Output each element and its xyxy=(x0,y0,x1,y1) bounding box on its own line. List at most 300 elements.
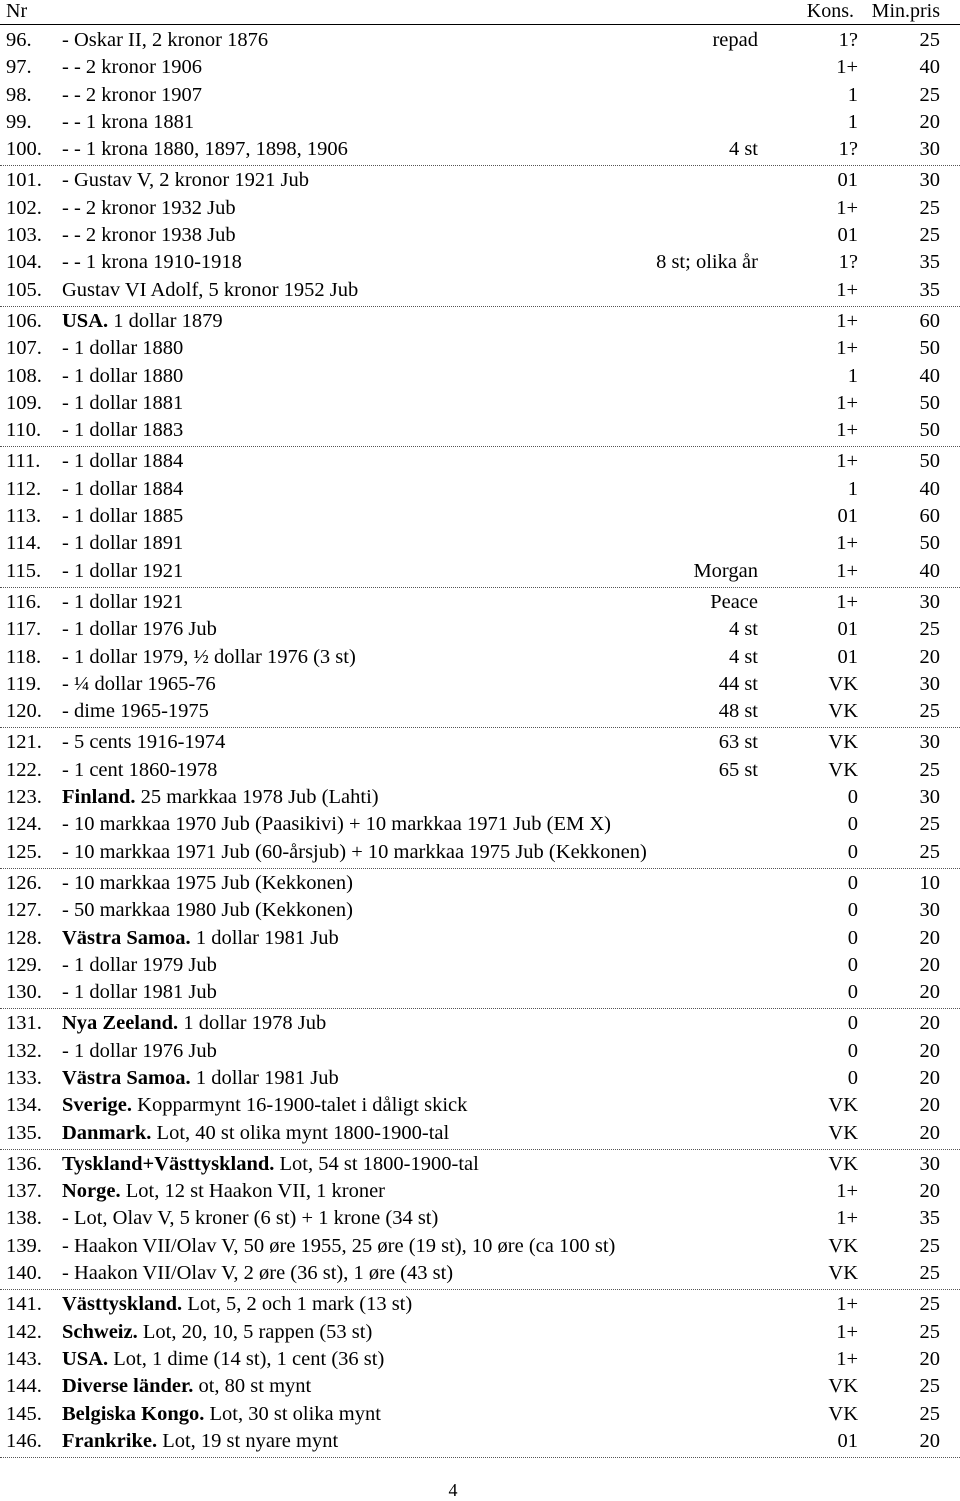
table-row xyxy=(0,784,960,811)
lot-group xyxy=(0,869,960,1009)
lot-description xyxy=(62,476,183,503)
lot-min-price: 30 xyxy=(919,590,940,613)
lot-min-price: 25 xyxy=(919,29,940,51)
lot-text: - 1 dollar 1979, ½ dollar 1976 (3 st) xyxy=(62,645,356,668)
lot-number: 100. xyxy=(6,138,42,161)
header-minpris: Min.pris xyxy=(871,0,940,22)
lot-min-price: 30 xyxy=(919,731,940,754)
table-row xyxy=(0,558,960,585)
lot-description xyxy=(62,27,268,54)
country-name: Norge. xyxy=(62,1180,121,1203)
lot-group xyxy=(0,1150,960,1290)
lot-description xyxy=(62,1038,217,1065)
lot-condition: VK xyxy=(828,1234,858,1257)
lot-description xyxy=(62,1178,385,1205)
lot-text: - 1 dollar 1891 xyxy=(62,532,184,555)
lot-condition: 1+ xyxy=(836,532,858,555)
country-name: USA. xyxy=(62,309,109,332)
table-row xyxy=(0,277,960,304)
lot-condition: VK xyxy=(828,758,858,781)
table-row xyxy=(0,1319,960,1346)
lot-condition: VK xyxy=(828,700,858,723)
lot-number: 108. xyxy=(6,364,42,387)
lot-text: - Gustav V, 2 kronor 1921 Jub xyxy=(62,169,309,192)
lot-condition: 0 xyxy=(847,1066,858,1089)
lot-min-price: 20 xyxy=(919,981,940,1004)
lot-condition: 0 xyxy=(847,981,858,1004)
table-row xyxy=(0,222,960,249)
lot-text: - - 1 krona 1910-1918 xyxy=(62,251,242,274)
lot-number: 116. xyxy=(6,590,42,613)
lot-min-price: 25 xyxy=(919,840,940,863)
lot-condition: 1+ xyxy=(836,419,858,442)
lot-text: Lot, 5, 2 och 1 mark (13 st) xyxy=(187,1293,413,1316)
lot-text: - 5 cents 1916-1974 xyxy=(62,731,226,754)
lot-condition: 0 xyxy=(847,871,858,894)
lot-description xyxy=(62,195,236,222)
lot-min-price: 20 xyxy=(919,1012,940,1035)
table-row xyxy=(0,616,960,643)
lot-text: - 1 dollar 1981 Jub xyxy=(62,981,217,1004)
lot-number: 112. xyxy=(6,477,42,500)
lot-min-price: 20 xyxy=(919,1180,940,1203)
lot-number: 144. xyxy=(6,1375,42,1398)
country-name: Västra Samoa. xyxy=(62,1066,191,1089)
lot-description xyxy=(62,277,358,304)
lot-text: ot, 80 st mynt xyxy=(198,1375,312,1398)
lot-description xyxy=(62,1233,615,1260)
table-row xyxy=(0,897,960,924)
lot-description xyxy=(62,698,209,725)
lot-condition: 0 xyxy=(847,840,858,863)
table-row xyxy=(0,698,960,725)
lot-text: Lot, 19 st nyare mynt xyxy=(162,1429,339,1452)
lot-text: - 1 dollar 1884 xyxy=(62,477,184,500)
lot-description xyxy=(62,1260,453,1287)
lot-description xyxy=(62,249,242,276)
lot-description xyxy=(62,448,183,475)
header-kons: Kons. xyxy=(806,0,854,22)
lot-text: - 1 cent 1860-1978 xyxy=(62,758,218,781)
lot-condition: VK xyxy=(828,1402,858,1425)
lot-description xyxy=(62,363,183,390)
lot-text: 1 dollar 1981 Jub xyxy=(195,1066,339,1089)
lot-condition: 01 xyxy=(837,1429,858,1452)
lot-number: 136. xyxy=(6,1152,42,1175)
lot-min-price: 20 xyxy=(919,645,940,668)
lot-condition: 01 xyxy=(837,645,858,668)
lot-number: 129. xyxy=(6,953,42,976)
country-name: Finland. xyxy=(62,786,136,809)
lot-number: 123. xyxy=(6,786,42,809)
lot-condition: 1+ xyxy=(836,559,858,582)
lot-description xyxy=(62,784,379,811)
lot-condition: 1? xyxy=(838,29,858,51)
lot-condition: 1? xyxy=(838,251,858,274)
lot-text: - Lot, Olav V, 5 kroner (6 st) + 1 krone (34 st) xyxy=(62,1207,439,1230)
lot-condition: 0 xyxy=(847,813,858,836)
lot-note: 44 st xyxy=(718,672,758,695)
lot-min-price: 20 xyxy=(919,1121,940,1144)
lot-min-price: 35 xyxy=(919,278,940,301)
lot-description xyxy=(62,870,353,897)
table-row xyxy=(0,811,960,838)
lot-min-price: 60 xyxy=(919,309,940,332)
lot-text: Lot, 1 dime (14 st), 1 cent (36 st) xyxy=(113,1347,385,1370)
lot-min-price: 25 xyxy=(919,83,940,106)
lot-note: 65 st xyxy=(718,758,758,781)
lot-condition: VK xyxy=(828,1121,858,1144)
lot-min-price: 25 xyxy=(919,1375,940,1398)
table-row xyxy=(0,979,960,1006)
lot-number: 132. xyxy=(6,1039,42,1062)
lot-min-price: 40 xyxy=(919,559,940,582)
table-row xyxy=(0,417,960,444)
lot-condition: 1+ xyxy=(836,1180,858,1203)
lot-number: 114. xyxy=(6,532,42,555)
lot-description xyxy=(62,811,611,838)
lot-text: - Haakon VII/Olav V, 2 øre (36 st), 1 øre (43 st) xyxy=(62,1262,454,1285)
lot-text: - 1 dollar 1883 xyxy=(62,419,184,442)
lot-min-price: 30 xyxy=(919,169,940,192)
lot-number: 131. xyxy=(6,1012,42,1035)
lot-description xyxy=(62,757,217,784)
lot-text: - 1 dollar 1976 Jub xyxy=(62,618,217,641)
lot-number: 137. xyxy=(6,1180,42,1203)
lot-group xyxy=(0,1290,960,1458)
lot-min-price: 25 xyxy=(919,813,940,836)
page-number: 4 xyxy=(448,1480,458,1500)
lot-description xyxy=(62,136,348,163)
table-row xyxy=(0,1373,960,1400)
lot-min-price: 25 xyxy=(919,700,940,723)
table-row xyxy=(0,1291,960,1318)
lot-number: 111. xyxy=(6,450,41,473)
lot-min-price: 10 xyxy=(919,871,940,894)
lot-condition: 1+ xyxy=(836,1320,858,1343)
lot-number: 110. xyxy=(6,419,42,442)
country-name: Västra Samoa. xyxy=(62,926,191,949)
lot-number: 107. xyxy=(6,337,42,360)
lot-condition: 1+ xyxy=(836,56,858,79)
lot-description xyxy=(62,671,216,698)
table-row xyxy=(0,1178,960,1205)
lot-condition: VK xyxy=(828,1262,858,1285)
lot-description xyxy=(62,335,183,362)
lot-condition: 0 xyxy=(847,899,858,922)
lot-description xyxy=(62,82,202,109)
lot-number: 130. xyxy=(6,981,42,1004)
table-row xyxy=(0,27,960,54)
lot-number: 98. xyxy=(6,83,32,106)
table-row xyxy=(0,870,960,897)
lot-condition: 0 xyxy=(847,1012,858,1035)
lot-description xyxy=(62,1346,384,1373)
lot-number: 119. xyxy=(6,672,42,695)
lot-min-price: 20 xyxy=(919,1094,940,1117)
lot-description xyxy=(62,1205,438,1232)
lot-min-price: 25 xyxy=(919,1234,940,1257)
lot-description xyxy=(62,54,202,81)
lot-text: - 1 dollar 1884 xyxy=(62,450,184,473)
lot-description xyxy=(62,1151,479,1178)
lot-number: 133. xyxy=(6,1066,42,1089)
lot-number: 140. xyxy=(6,1262,42,1285)
lot-number: 145. xyxy=(6,1402,42,1425)
table-row xyxy=(0,249,960,276)
table-row xyxy=(0,952,960,979)
table-row xyxy=(0,54,960,81)
lot-number: 142. xyxy=(6,1320,42,1343)
lot-description xyxy=(62,1401,381,1428)
lot-number: 109. xyxy=(6,391,42,414)
table-row xyxy=(0,644,960,671)
lot-group xyxy=(0,26,960,166)
table-row xyxy=(0,1065,960,1092)
table-row xyxy=(0,476,960,503)
country-name: Sverige. xyxy=(62,1094,133,1117)
lot-description xyxy=(62,729,225,756)
lot-text: Lot, 40 st olika mynt 1800-1900-tal xyxy=(156,1121,450,1144)
lot-min-price: 20 xyxy=(919,926,940,949)
lot-min-price: 50 xyxy=(919,391,940,414)
lot-text: Lot, 20, 10, 5 rappen (53 st) xyxy=(142,1320,373,1343)
lot-number: 121. xyxy=(6,731,42,754)
lot-text: - - 2 kronor 1906 xyxy=(62,56,203,79)
lot-text: - - 1 krona 1881 xyxy=(62,110,195,133)
lot-condition: 1+ xyxy=(836,1293,858,1316)
lot-condition: 1 xyxy=(847,477,858,500)
country-name: Frankrike. xyxy=(62,1429,158,1452)
lot-group xyxy=(0,728,960,868)
lot-text: 25 markkaa 1978 Jub (Lahti) xyxy=(140,786,379,809)
lot-description xyxy=(62,979,217,1006)
lot-number: 104. xyxy=(6,251,42,274)
lot-min-price: 30 xyxy=(919,138,940,161)
lot-min-price: 20 xyxy=(919,110,940,133)
table-row xyxy=(0,335,960,362)
lot-text: - 1 dollar 1880 xyxy=(62,364,184,387)
table-row xyxy=(0,1120,960,1147)
table-row xyxy=(0,1260,960,1287)
table-row xyxy=(0,671,960,698)
lot-number: 113. xyxy=(6,505,42,528)
lot-min-price: 30 xyxy=(919,1152,940,1175)
lot-condition: 0 xyxy=(847,786,858,809)
lot-description xyxy=(62,839,647,866)
lot-min-price: 25 xyxy=(919,618,940,641)
lot-note: 4 st xyxy=(728,645,758,668)
table-row xyxy=(0,1010,960,1037)
lot-text: Kopparmynt 16-1900-talet i dåligt skick xyxy=(137,1094,468,1117)
table-row xyxy=(0,167,960,194)
lot-min-price: 40 xyxy=(919,56,940,79)
lot-description xyxy=(62,530,183,557)
lot-text: - 1 dollar 1881 xyxy=(62,391,184,414)
lot-description xyxy=(62,1065,339,1092)
lot-description xyxy=(62,390,183,417)
lot-min-price: 30 xyxy=(919,786,940,809)
lot-text: - 1 dollar 1921 xyxy=(62,590,184,613)
lot-description xyxy=(62,952,217,979)
lot-condition: 1? xyxy=(838,138,858,161)
lot-number: 126. xyxy=(6,871,42,894)
lot-text: - Oskar II, 2 kronor 1876 xyxy=(62,29,269,51)
lot-min-price: 50 xyxy=(919,419,940,442)
lot-text: - 1 dollar 1976 Jub xyxy=(62,1039,217,1062)
lot-min-price: 20 xyxy=(919,953,940,976)
lot-number: 99. xyxy=(6,110,32,133)
lot-number: 96. xyxy=(6,29,32,51)
table-row xyxy=(0,1205,960,1232)
lot-min-price: 20 xyxy=(919,1066,940,1089)
lot-description xyxy=(62,308,223,335)
lot-min-price: 25 xyxy=(919,1402,940,1425)
lot-number: 105. xyxy=(6,278,42,301)
lot-condition: 1 xyxy=(847,364,858,387)
lot-min-price: 20 xyxy=(919,1039,940,1062)
lot-note: 63 st xyxy=(718,731,758,754)
lot-description xyxy=(62,1120,449,1147)
lot-number: 139. xyxy=(6,1234,42,1257)
lot-condition: VK xyxy=(828,672,858,695)
lot-number: 143. xyxy=(6,1347,42,1370)
lot-text: - - 2 kronor 1907 xyxy=(62,83,203,106)
lot-number: 141. xyxy=(6,1293,42,1316)
lot-text: - 50 markkaa 1980 Jub (Kekkonen) xyxy=(62,899,353,922)
table-row xyxy=(0,1151,960,1178)
lot-note: 4 st xyxy=(728,618,758,641)
country-name: Tyskland+Västtyskland. xyxy=(62,1152,275,1175)
lot-min-price: 20 xyxy=(919,1429,940,1452)
lot-condition: 1 xyxy=(847,83,858,106)
lot-number: 102. xyxy=(6,196,42,219)
lot-description xyxy=(62,897,353,924)
lot-number: 115. xyxy=(6,559,42,582)
lot-min-price: 25 xyxy=(919,1320,940,1343)
lot-condition: VK xyxy=(828,1094,858,1117)
lot-number: 101. xyxy=(6,169,42,192)
lot-min-price: 30 xyxy=(919,899,940,922)
table-row xyxy=(0,530,960,557)
table-row xyxy=(0,839,960,866)
lot-condition: 01 xyxy=(837,169,858,192)
table-row xyxy=(0,1233,960,1260)
lot-condition: 1+ xyxy=(836,1207,858,1230)
lot-condition: 0 xyxy=(847,926,858,949)
table-row xyxy=(0,363,960,390)
lot-min-price: 50 xyxy=(919,532,940,555)
table-row xyxy=(0,109,960,136)
lot-condition: VK xyxy=(828,1152,858,1175)
lot-min-price: 50 xyxy=(919,450,940,473)
lot-description xyxy=(62,417,183,444)
lot-description xyxy=(62,1010,326,1037)
table-header xyxy=(0,0,960,25)
lot-text: - - 2 kronor 1932 Jub xyxy=(62,196,236,219)
lot-group xyxy=(0,588,960,728)
country-name: Belgiska Kongo. xyxy=(62,1402,205,1425)
lot-description xyxy=(62,1373,311,1400)
lot-text: - ¼ dollar 1965-76 xyxy=(62,672,216,695)
table-row xyxy=(0,82,960,109)
lot-text: Lot, 30 st olika mynt xyxy=(209,1402,381,1425)
lot-min-price: 35 xyxy=(919,1207,940,1230)
lot-text: Lot, 12 st Haakon VII, 1 kroner xyxy=(125,1180,385,1203)
lot-condition: 1 xyxy=(847,110,858,133)
lot-text: - 1 dollar 1880 xyxy=(62,337,184,360)
table-row xyxy=(0,308,960,335)
lot-note: Morgan xyxy=(693,559,758,582)
lot-number: 138. xyxy=(6,1207,42,1230)
lot-text: - 1 dollar 1921 xyxy=(62,559,184,582)
lot-number: 135. xyxy=(6,1121,42,1144)
lot-min-price: 25 xyxy=(919,224,940,247)
lot-min-price: 25 xyxy=(919,1262,940,1285)
lot-description xyxy=(62,1428,338,1455)
lot-text: Gustav VI Adolf, 5 kronor 1952 Jub xyxy=(62,278,359,301)
table-row xyxy=(0,195,960,222)
lot-number: 97. xyxy=(6,56,32,79)
table-row xyxy=(0,1092,960,1119)
country-name: Danmark. xyxy=(62,1121,152,1144)
lot-description xyxy=(62,616,217,643)
lot-condition: VK xyxy=(828,731,858,754)
lot-number: 127. xyxy=(6,899,42,922)
lot-list xyxy=(0,26,960,1458)
lot-number: 117. xyxy=(6,618,42,641)
lot-min-price: 25 xyxy=(919,758,940,781)
lot-text: - 10 markkaa 1970 Jub (Paasikivi) + 10 markkaa 1971 Jub (EM X) xyxy=(62,813,612,836)
lot-number: 122. xyxy=(6,758,42,781)
table-row xyxy=(0,925,960,952)
lot-condition: 1+ xyxy=(836,391,858,414)
lot-note: 4 st xyxy=(728,138,758,161)
lot-description xyxy=(62,558,183,585)
lot-description xyxy=(62,925,339,952)
lot-min-price: 35 xyxy=(919,251,940,274)
lot-number: 120. xyxy=(6,700,42,723)
table-row xyxy=(0,729,960,756)
lot-number: 124. xyxy=(6,813,42,836)
lot-group xyxy=(0,166,960,306)
lot-condition: 0 xyxy=(847,1039,858,1062)
lot-number: 146. xyxy=(6,1429,42,1452)
lot-condition: 0 xyxy=(847,953,858,976)
lot-description xyxy=(62,1291,412,1318)
table-row xyxy=(0,1428,960,1455)
lot-condition: 01 xyxy=(837,505,858,528)
lot-group xyxy=(0,447,960,587)
country-name: Nya Zeeland. xyxy=(62,1012,179,1035)
table-row xyxy=(0,390,960,417)
lot-description xyxy=(62,589,183,616)
lot-description xyxy=(62,1092,467,1119)
lot-number: 134. xyxy=(6,1094,42,1117)
table-row xyxy=(0,1346,960,1373)
lot-text: - 1 dollar 1979 Jub xyxy=(62,953,217,976)
lot-condition: 1+ xyxy=(836,1347,858,1370)
lot-description xyxy=(62,222,236,249)
country-name: Västtyskland. xyxy=(62,1293,183,1316)
lot-condition: 1+ xyxy=(836,196,858,219)
lot-text: 1 dollar 1879 xyxy=(113,309,223,332)
lot-number: 118. xyxy=(6,645,42,668)
country-name: USA. xyxy=(62,1347,109,1370)
lot-description xyxy=(62,1319,372,1346)
lot-group xyxy=(0,1009,960,1149)
lot-min-price: 30 xyxy=(919,672,940,695)
